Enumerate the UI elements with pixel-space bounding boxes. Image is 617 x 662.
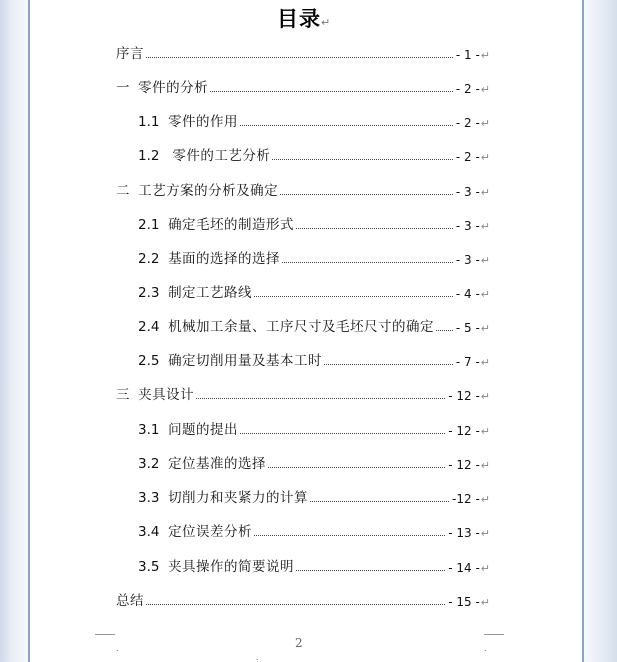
toc-entry-page: -12 -: [452, 492, 480, 506]
toc-entry[interactable]: [138, 315, 490, 335]
toc-entry-number: 三: [116, 387, 139, 403]
toc-entry[interactable]: [138, 110, 490, 130]
toc-entry[interactable]: [138, 486, 490, 506]
toc-dot-leader: [268, 467, 445, 468]
paragraph-mark-icon: ↵: [480, 117, 490, 130]
paragraph-mark-icon: ↵: [480, 186, 490, 199]
toc-dot-leader: [324, 364, 453, 365]
toc-entry-label: 定位误差分析: [168, 524, 253, 540]
toc-entry[interactable]: [116, 42, 490, 62]
toc-title-text: 目录: [277, 7, 321, 31]
footer-crop-mark-right: [484, 634, 504, 635]
paragraph-mark-icon: ↵: [480, 288, 490, 301]
toc-entry-page: - 12 -: [448, 458, 480, 472]
toc-entry-number: 一: [116, 80, 139, 96]
toc-entry-label: 确定毛坯的制造形式: [168, 217, 295, 233]
toc-entry-page: - 13 -: [448, 526, 480, 540]
toc-dot-leader: [296, 228, 453, 229]
toc-dot-leader: [240, 433, 445, 434]
toc-dot-leader: [146, 604, 445, 605]
toc-dot-leader: [254, 296, 453, 297]
toc-dot-leader: [280, 194, 453, 195]
toc-entry-number: 3.1: [138, 422, 169, 438]
toc-entry-page: - 5 -: [455, 321, 480, 335]
toc-entry-page: - 3 -: [455, 253, 480, 267]
toc-entry-number: 3.2: [138, 456, 169, 472]
paragraph-mark-icon: ↵: [480, 356, 490, 369]
toc-entry[interactable]: [116, 589, 490, 609]
toc-entry-label: 工艺方案的分析及确定: [138, 183, 279, 199]
toc-entry-page: - 2 -: [455, 116, 480, 130]
toc-entry[interactable]: [116, 179, 490, 199]
toc-dot-leader: [240, 125, 453, 126]
footer-anchor-icon: .: [484, 644, 487, 653]
toc-entry[interactable]: [138, 213, 490, 233]
toc-entry-page: - 2 -: [455, 150, 480, 164]
toc-entry-page: - 7 -: [455, 355, 480, 369]
toc-entry-number: 二: [116, 183, 139, 199]
page-right-margin: [582, 0, 617, 662]
toc-title: [277, 3, 331, 33]
toc-entry-label: 制定工艺路线: [168, 285, 253, 301]
toc-entry-page: - 1 -: [455, 48, 480, 62]
toc-entry[interactable]: [138, 281, 490, 301]
toc-entry[interactable]: [138, 418, 490, 438]
toc-entry-label: 夹具操作的简要说明: [168, 559, 295, 575]
toc-entry[interactable]: [138, 452, 490, 472]
paragraph-mark-icon: ↵: [480, 562, 490, 575]
toc-dot-leader: [254, 535, 445, 536]
paragraph-mark-icon: ↵: [480, 322, 490, 335]
toc-dot-leader: [282, 262, 453, 263]
toc-dot-leader: [146, 57, 453, 58]
toc-entry[interactable]: [116, 76, 490, 96]
toc-dot-leader: [436, 330, 453, 331]
toc-entry-label: 零件的分析: [138, 80, 209, 96]
toc-dot-leader: [210, 91, 453, 92]
toc-entry[interactable]: [138, 247, 490, 267]
toc-entry-number: 1.2: [138, 148, 173, 164]
toc-dot-leader: [310, 501, 449, 502]
toc-entry-label: 夹具设计: [138, 387, 195, 403]
toc-entry-label: 零件的作用: [168, 114, 239, 130]
toc-entry-page: - 12 -: [448, 389, 480, 403]
toc-entry-number: 2.3: [138, 285, 169, 301]
footer-anchor-icon: .: [116, 644, 119, 653]
toc-entry[interactable]: [138, 555, 490, 575]
toc-entry-number: 3.3: [138, 490, 169, 506]
toc-entry-number: 2.2: [138, 251, 169, 267]
toc-dot-leader: [196, 398, 445, 399]
toc-entry-label: 切削力和夹紧力的计算: [168, 490, 309, 506]
toc-entry-page: - 3 -: [455, 219, 480, 233]
toc-entry-page: - 14 -: [448, 561, 480, 575]
toc-dot-leader: [296, 570, 445, 571]
toc-entry-label: 总结: [116, 593, 144, 609]
toc-entry-page: - 12 -: [448, 424, 480, 438]
toc-entry-label: 确定切削用量及基本工时: [168, 353, 323, 369]
paragraph-mark-icon: ↵: [480, 220, 490, 233]
toc-entry-label: 机械加工余量、工序尺寸及毛坯尺寸的确定: [168, 319, 435, 335]
paragraph-mark-icon: ↵: [480, 151, 490, 164]
toc-entry-page: - 15 -: [448, 595, 480, 609]
toc-dot-leader: [272, 159, 453, 160]
toc-entry-label: 问题的提出: [168, 422, 239, 438]
toc-entry-number: 1.1: [138, 114, 169, 130]
paragraph-mark-icon: ↵: [480, 83, 490, 96]
toc-entry[interactable]: [138, 144, 490, 164]
paragraph-mark-icon: ↵: [480, 493, 490, 506]
toc-entry-label: 基面的选择的选择: [168, 251, 281, 267]
toc-entry[interactable]: [138, 349, 490, 369]
toc-entry-page: - 3 -: [455, 185, 480, 199]
paragraph-mark-icon: ↵: [480, 527, 490, 540]
toc-entry-page: - 2 -: [455, 82, 480, 96]
toc-entry[interactable]: [116, 383, 490, 403]
footer-crop-mark-left: [95, 634, 115, 635]
toc-entry-label: 零件的工艺分析: [172, 148, 271, 164]
footer-anchor-icon: .: [256, 653, 259, 662]
toc-entry-number: 3.4: [138, 524, 169, 540]
paragraph-mark-icon: ↵: [321, 16, 332, 29]
footer-page-number: 2: [295, 636, 303, 650]
paragraph-mark-icon: ↵: [480, 459, 490, 472]
paragraph-mark-icon: ↵: [480, 425, 490, 438]
toc-entry-number: 3.5: [138, 559, 169, 575]
toc-entry-number: 2.4: [138, 319, 169, 335]
paragraph-mark-icon: ↵: [480, 390, 490, 403]
toc-entry-page: - 4 -: [455, 287, 480, 301]
page-left-margin: [0, 0, 30, 662]
toc-entry-label: 定位基准的选择: [168, 456, 267, 472]
paragraph-mark-icon: ↵: [480, 254, 490, 267]
toc-entry-number: 2.5: [138, 353, 169, 369]
paragraph-mark-icon: ↵: [480, 49, 490, 62]
toc-entry[interactable]: [138, 520, 490, 540]
toc-entry-number: 2.1: [138, 217, 169, 233]
toc-entry-label: 序言: [116, 46, 144, 62]
paragraph-mark-icon: ↵: [480, 596, 490, 609]
